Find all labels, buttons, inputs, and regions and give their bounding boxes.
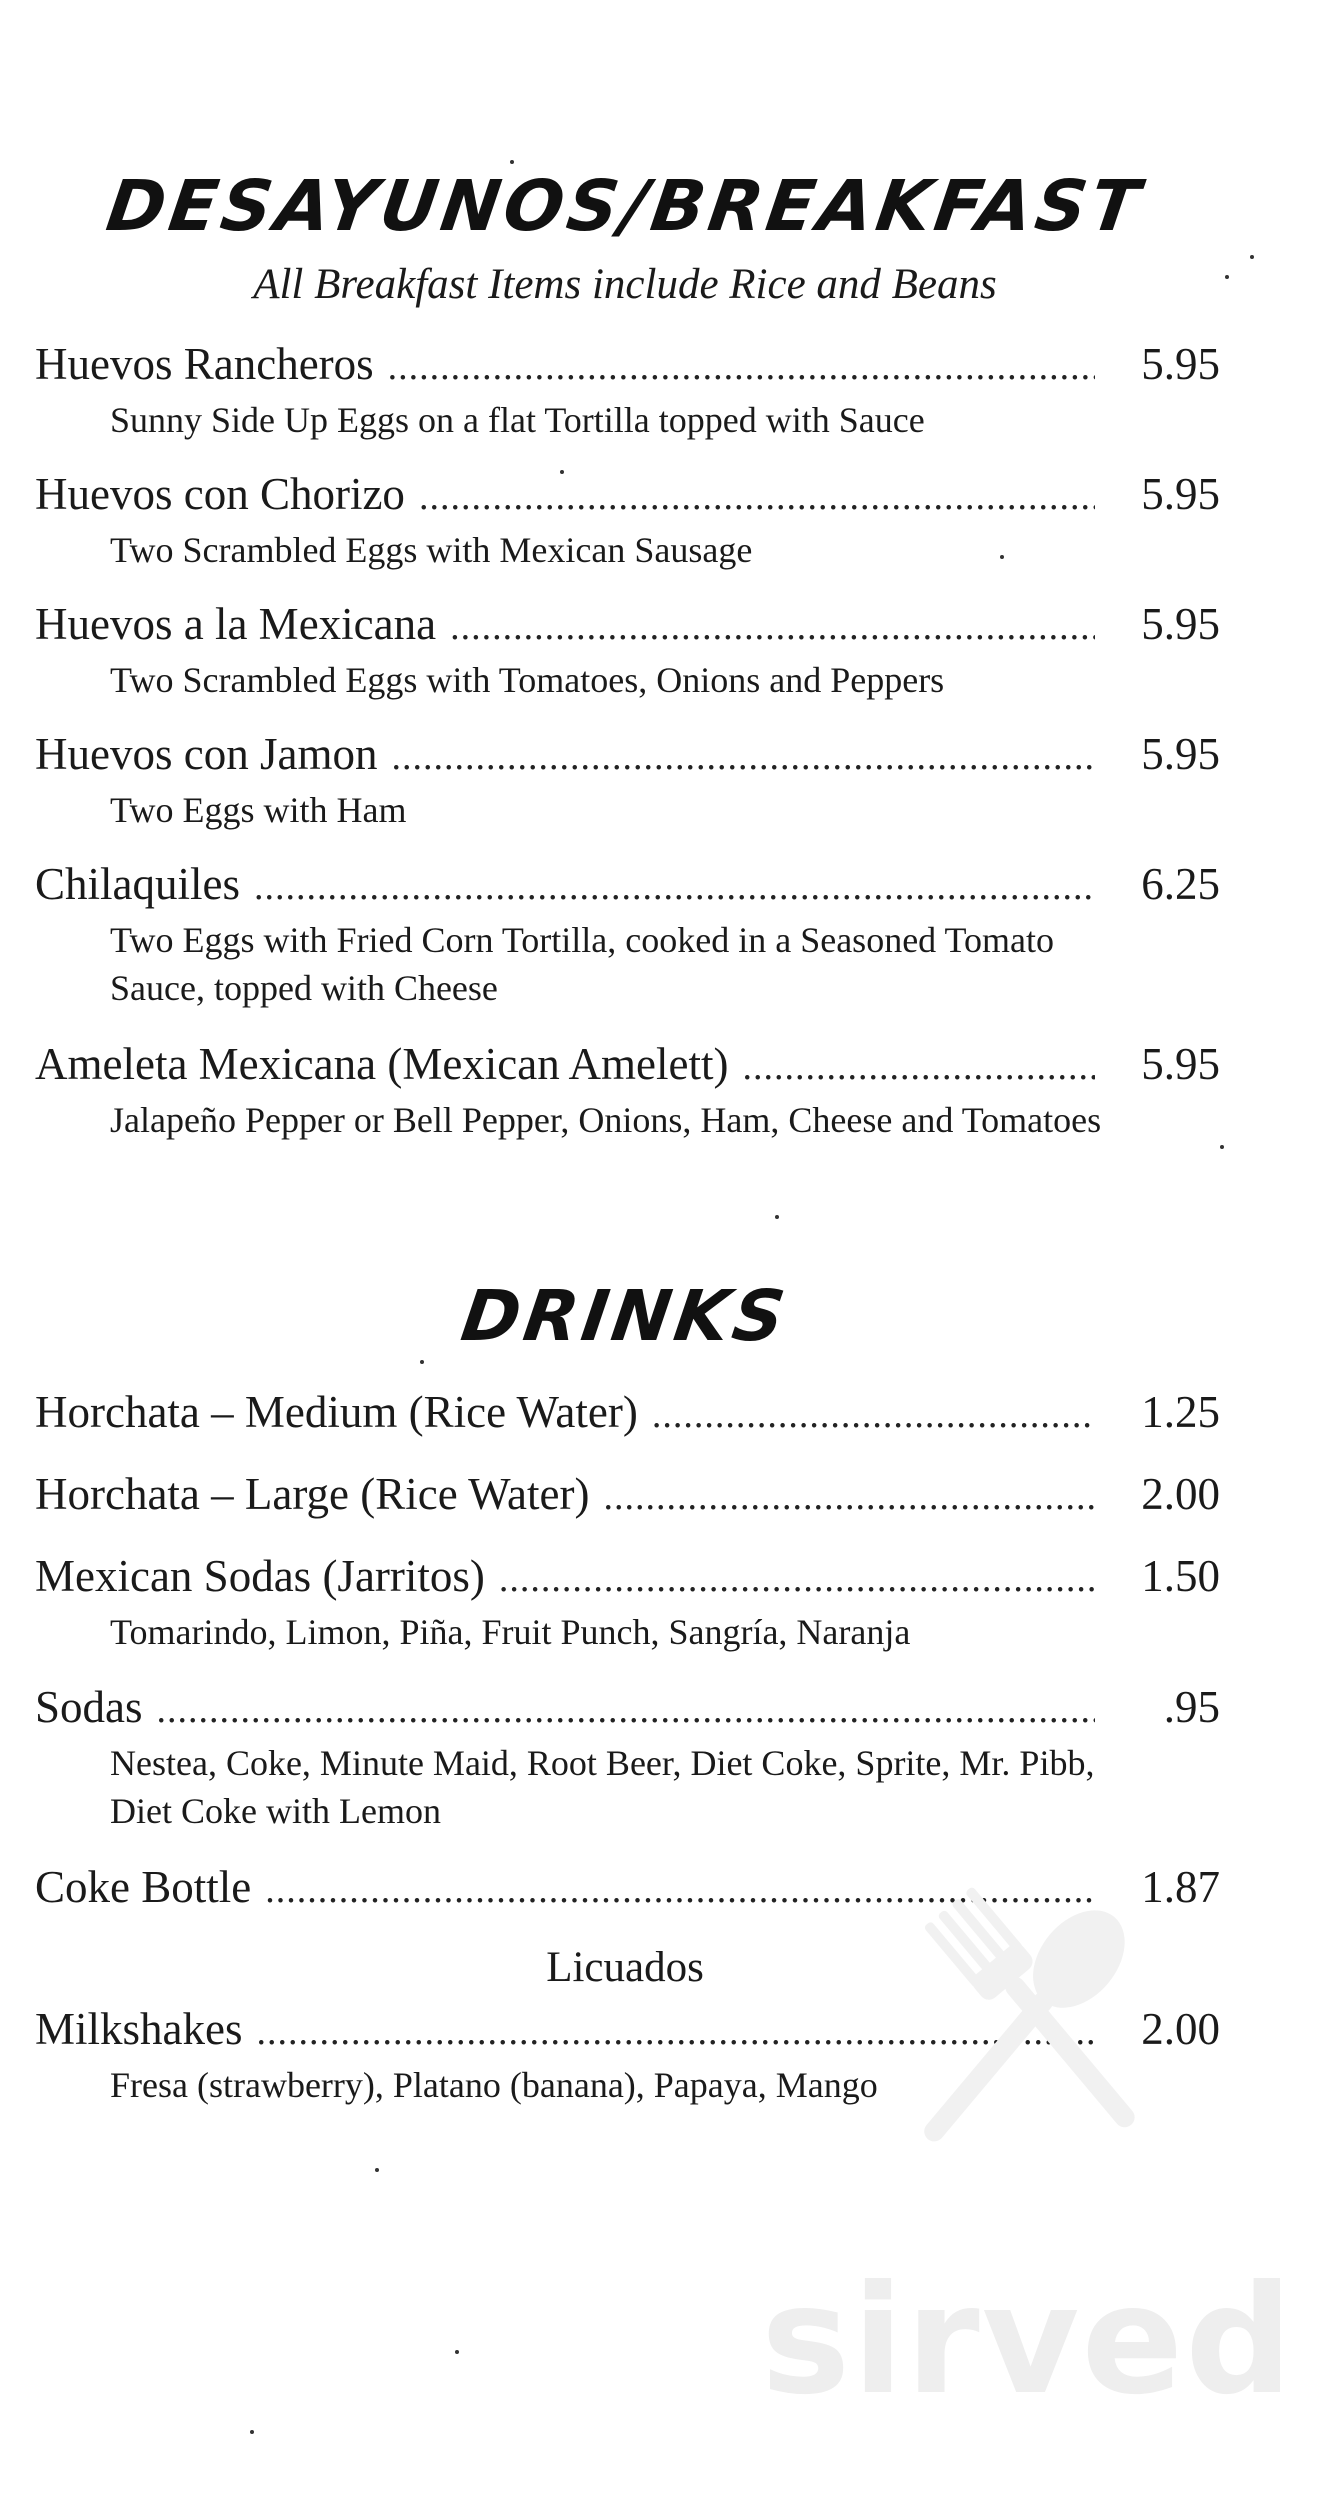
item-price: .95	[1163, 1682, 1220, 1732]
item-name: Horchata – Medium (Rice Water)	[35, 1387, 638, 1437]
item-price: 5.95	[1141, 599, 1220, 649]
item-price: 5.95	[1141, 1039, 1220, 1089]
item-name: Coke Bottle	[35, 1862, 252, 1912]
menu-item-mexican-sodas	[35, 1547, 1220, 1656]
drinks-section-title: DRINKS	[456, 1275, 794, 1357]
item-name: Chilaquiles	[35, 859, 240, 909]
licuados-label: Licuados	[546, 1944, 704, 1991]
leader-dots	[157, 1681, 1095, 1739]
item-price: 5.95	[1141, 469, 1220, 519]
leader-dots	[450, 598, 1095, 656]
scan-speck	[1225, 275, 1229, 279]
item-name: Milkshakes	[35, 2004, 243, 2054]
scan-speck	[420, 1360, 424, 1364]
scan-speck	[455, 2350, 459, 2354]
item-name: Huevos con Jamon	[35, 729, 378, 779]
menu-item-horchata-medium	[35, 1383, 1220, 1444]
item-description: Two Scrambled Eggs with Mexican Sausage	[110, 530, 753, 570]
menu-item-horchata-large	[35, 1465, 1220, 1526]
leader-dots	[742, 1038, 1095, 1096]
item-name: Sodas	[35, 1682, 143, 1732]
scan-speck	[775, 1215, 779, 1219]
breakfast-subtitle: All Breakfast Items include Rice and Beans	[253, 261, 997, 308]
scan-speck	[375, 2168, 379, 2172]
item-description: Two Eggs with Fried Corn Tortilla, cooked in a Seasoned Tomato Sauce, topped with Cheese	[110, 920, 1054, 1008]
leader-dots	[388, 338, 1095, 396]
menu-item-huevos-rancheros	[35, 335, 1220, 444]
item-name: Mexican Sodas (Jarritos)	[35, 1551, 485, 1601]
sirved-watermark	[761, 1868, 1295, 2428]
scan-speck	[250, 2430, 254, 2434]
menu-item-chilaquiles	[35, 855, 1220, 1012]
watermark-text: sirved	[761, 2254, 1295, 2428]
item-price: 5.95	[1141, 729, 1220, 779]
item-description: Two Scrambled Eggs with Tomatoes, Onions and Peppers	[110, 660, 945, 700]
item-description: Jalapeño Pepper or Bell Pepper, Onions, Ham, Cheese and Tomatoes	[110, 1100, 1102, 1140]
item-price: 1.50	[1141, 1551, 1220, 1601]
item-price: 1.25	[1141, 1387, 1220, 1437]
item-description: Sunny Side Up Eggs on a flat Tortilla topped with Sauce	[110, 400, 925, 440]
fork-spoon-icon	[871, 1868, 1171, 2198]
item-name: Huevos Rancheros	[35, 339, 374, 389]
leader-dots	[254, 858, 1095, 916]
leader-dots	[652, 1386, 1095, 1444]
scan-speck	[510, 160, 514, 164]
item-name: Huevos con Chorizo	[35, 469, 405, 519]
menu-item-ameleta-mexicana	[35, 1035, 1220, 1144]
menu-item-sodas	[35, 1678, 1220, 1835]
item-description: Tomarindo, Limon, Piña, Fruit Punch, Sangría, Naranja	[110, 1612, 911, 1652]
leader-dots	[391, 728, 1095, 786]
leader-dots	[419, 468, 1095, 526]
breakfast-section-title: DESAYUNOS/BREAKFAST	[101, 165, 1149, 247]
item-price: 2.00	[1141, 1469, 1220, 1519]
menu-item-huevos-con-chorizo	[35, 465, 1220, 574]
item-price: 1.87	[1141, 1862, 1220, 1912]
leader-dots	[603, 1468, 1095, 1526]
menu-item-huevos-a-la-mexicana	[35, 595, 1220, 704]
scan-speck	[1250, 255, 1254, 259]
scan-speck	[1000, 555, 1004, 559]
scan-speck	[560, 470, 564, 474]
item-price: 2.00	[1141, 2004, 1220, 2054]
leader-dots	[499, 1550, 1095, 1608]
item-description: Two Eggs with Ham	[110, 790, 407, 830]
item-price: 5.95	[1141, 339, 1220, 389]
item-name: Huevos a la Mexicana	[35, 599, 437, 649]
menu-item-huevos-con-jamon	[35, 725, 1220, 834]
item-name: Ameleta Mexicana (Mexican Amelett)	[35, 1039, 729, 1089]
scan-speck	[1220, 1145, 1224, 1149]
item-price: 6.25	[1141, 859, 1220, 909]
item-name: Horchata – Large (Rice Water)	[35, 1469, 590, 1519]
item-description: Nestea, Coke, Minute Maid, Root Beer, Diet Coke, Sprite, Mr. Pibb, Diet Coke with Lemon	[110, 1743, 1095, 1831]
item-description: Fresa (strawberry), Platano (banana), Papaya, Mango	[110, 2065, 878, 2105]
